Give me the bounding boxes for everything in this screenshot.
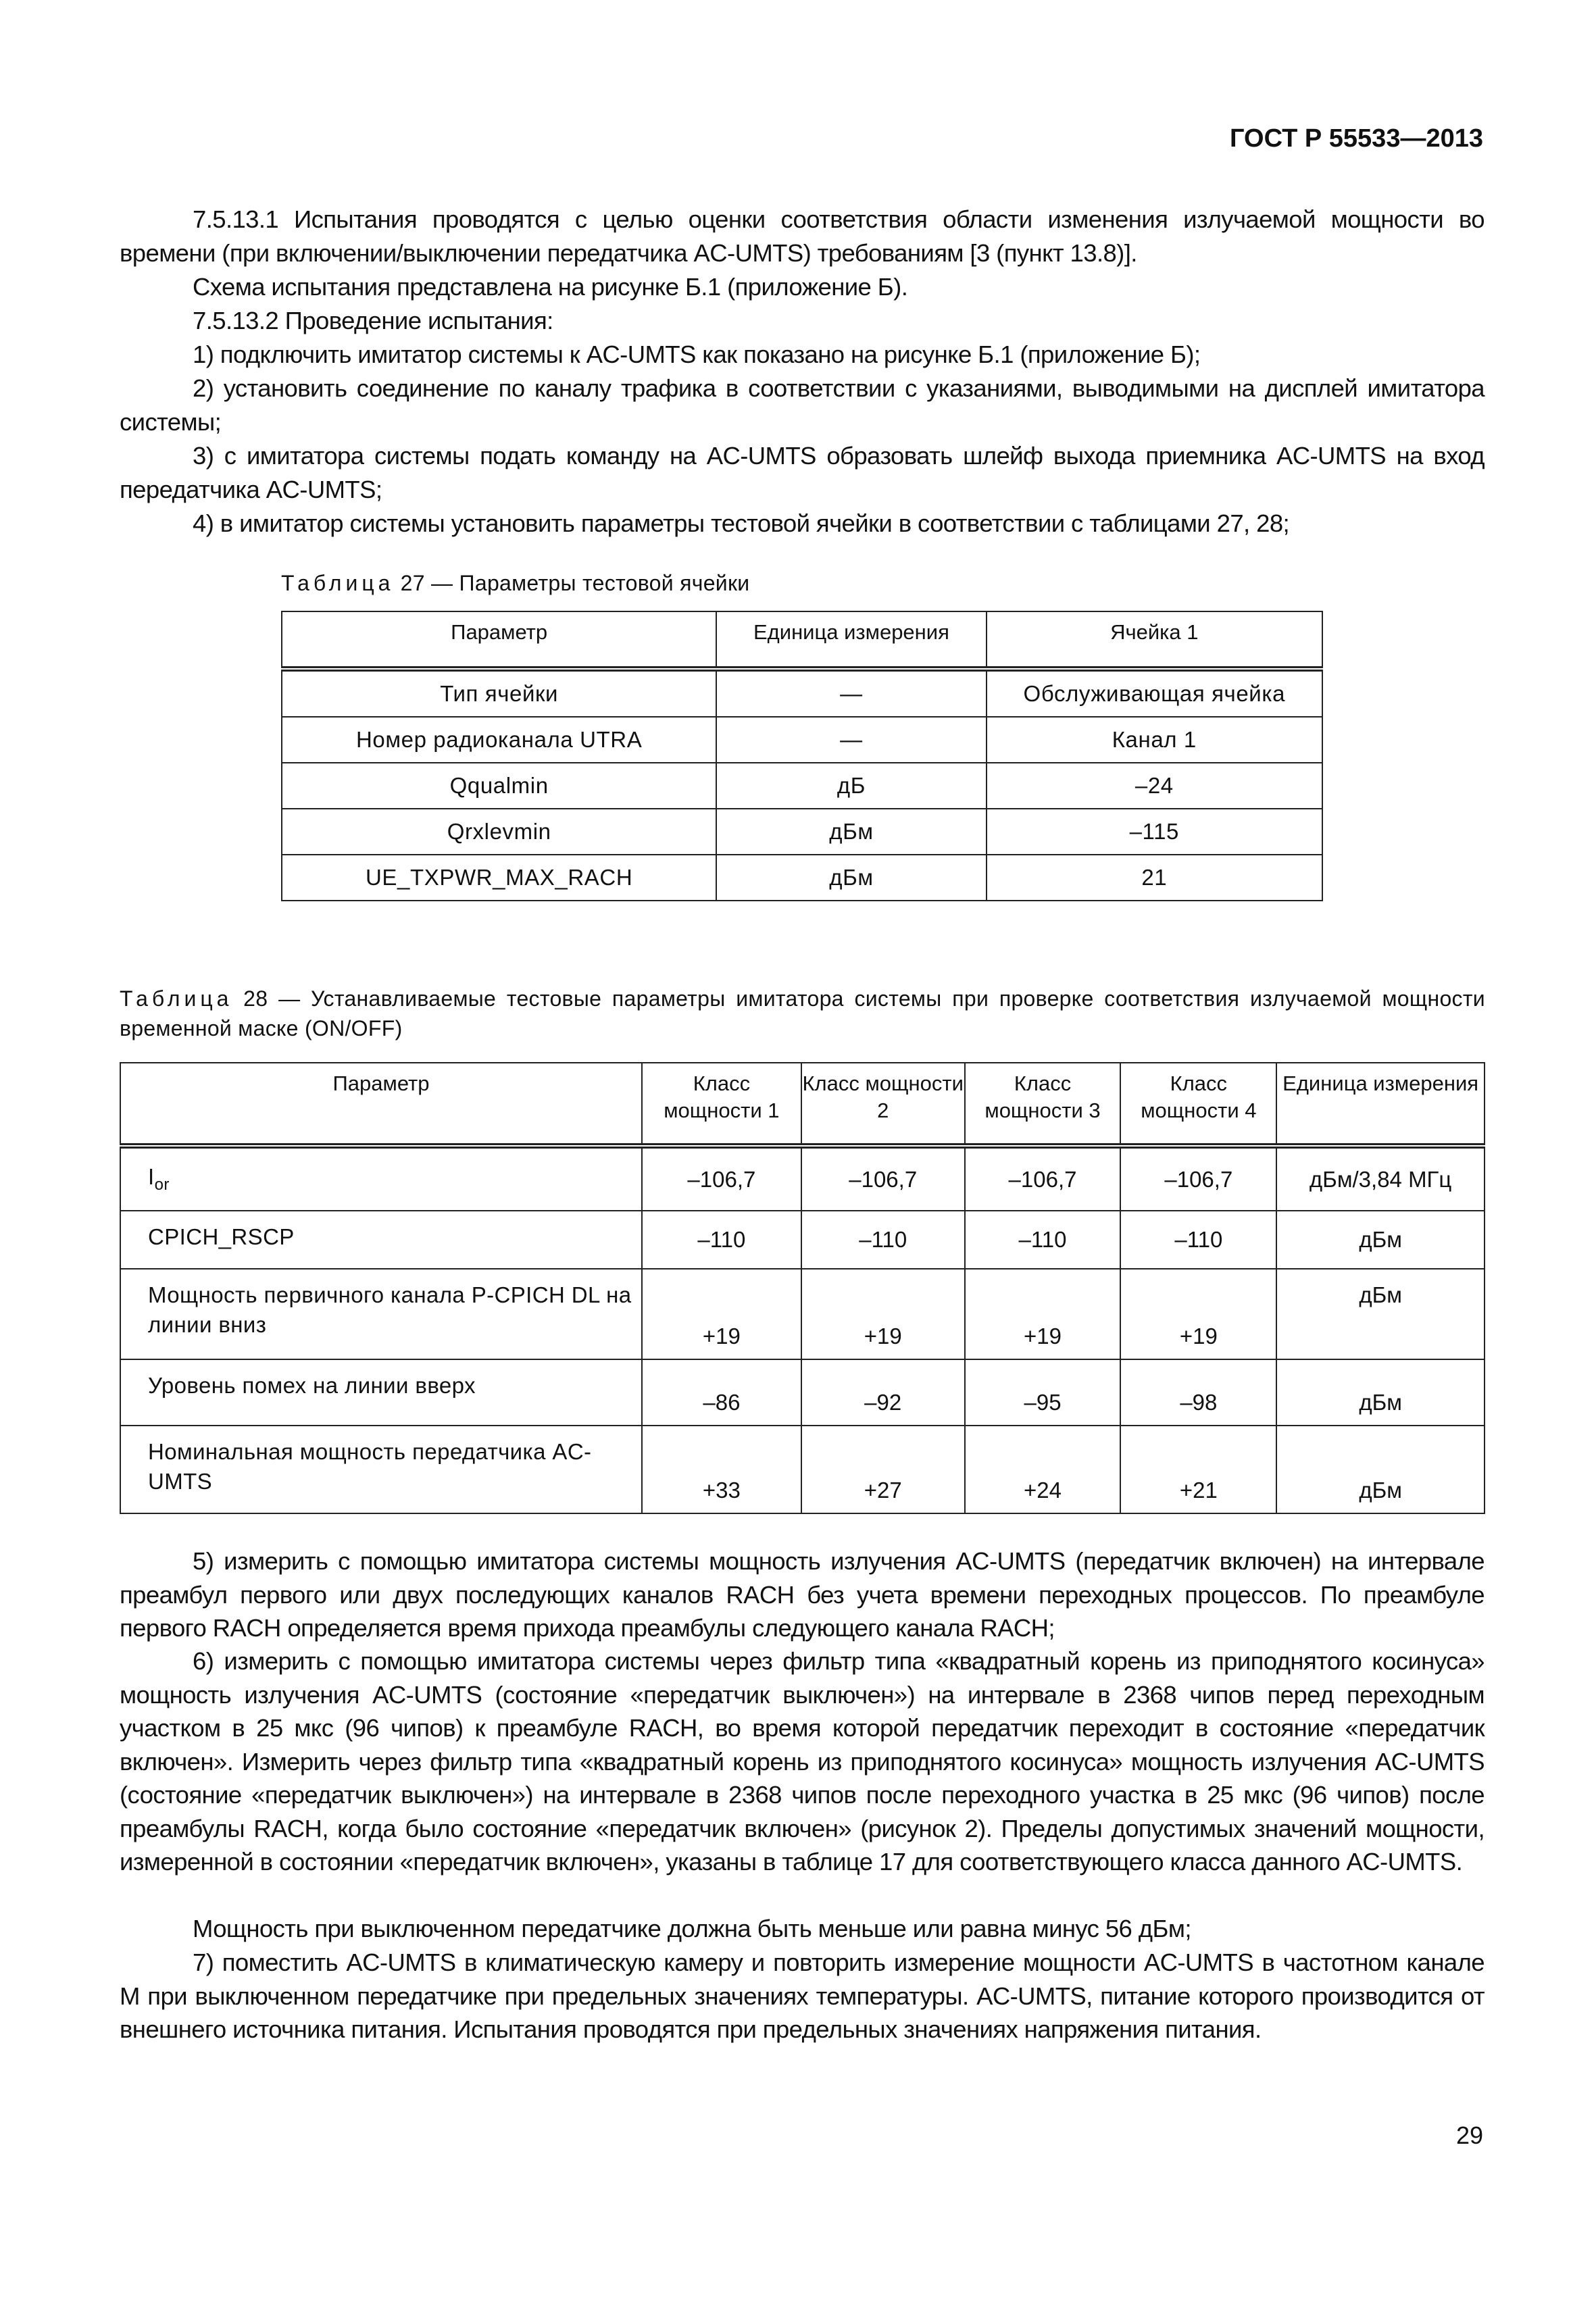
table-cell: –110: [965, 1211, 1121, 1269]
step-1: 1) подключить имитатор системы к AC-UMTS как показано на рисунке Б.1 (приложение Б);: [193, 341, 1201, 368]
page-number: 29: [1455, 2121, 1483, 2149]
table-cell: Канал 1: [987, 717, 1322, 763]
table-cell: дБм: [1276, 1359, 1485, 1426]
table-cell: –95: [965, 1359, 1121, 1426]
table-row: [120, 1211, 1485, 1269]
ior-symbol: I: [148, 1164, 155, 1189]
step-2: 2) установить соединение по каналу трафика в соответствии с указаниями, выводимыми на дисплей имитатора системы;: [120, 374, 1485, 436]
table-row: [282, 855, 1322, 901]
table-cell: –86: [642, 1359, 801, 1426]
table-cell: Тип ячейки: [282, 669, 716, 717]
table-cell: +24: [965, 1426, 1121, 1513]
table-row: [120, 1146, 1485, 1211]
table-cell: Qrxlevmin: [282, 809, 716, 855]
step-4: 4) в имитатор системы установить параметры тестовой ячейки в соответствии с таблицами 27, 28;: [193, 509, 1290, 537]
table-cell: дБ: [716, 763, 986, 809]
table28-header-param: Параметр: [120, 1063, 642, 1146]
table27-caption-word: Таблица: [281, 571, 395, 595]
table-cell: –110: [801, 1211, 965, 1269]
table-cell-param: Номинальная мощность передатчика AC-UMTS: [120, 1426, 642, 1513]
table-row: [120, 1269, 1485, 1359]
paragraph-7-5-13-1: 7.5.13.1 Испытания проводятся с целью оценки соответствия области изменения излучаемой мощности во времени (при включении/выключении передатчика AC-UMTS) требованиям [3 (пункт 13.8)].: [120, 205, 1485, 267]
paragraph-7-5-13-2: 7.5.13.2 Проведение испытания:: [193, 307, 553, 334]
table-cell: +19: [1120, 1269, 1276, 1359]
table-cell: дБм: [1276, 1269, 1485, 1359]
table-cell: –106,7: [642, 1146, 801, 1211]
table-cell: 21: [987, 855, 1322, 901]
step-7: 7) поместить AC-UMTS в климатическую камеру и повторить измерение мощности AC-UMTS в частотном канале M при выключенном передатчике при предельных значениях температуры. AC-UMTS, питание которого производится от внешнего источника питания. Испытания проводятся при предельных значениях напряжения питания.: [120, 1948, 1485, 2043]
table27-header-cell1: Ячейка 1: [987, 611, 1322, 669]
document-code: ГОСТ Р 55533—2013: [1230, 124, 1483, 153]
table-cell: дБм: [1276, 1426, 1485, 1513]
table28-header-unit: Единица измерения: [1276, 1063, 1485, 1146]
table-cell: +19: [642, 1269, 801, 1359]
table27-caption-text: 27 — Параметры тестовой ячейки: [400, 571, 750, 595]
table-row: [282, 669, 1322, 717]
table-cell: –106,7: [1120, 1146, 1276, 1211]
table-cell: +21: [1120, 1426, 1276, 1513]
table-cell: дБм/3,84 МГц: [1276, 1146, 1485, 1211]
table28-header-class2: Класс мощности 2: [801, 1063, 965, 1146]
paragraph-off-power: Мощность при выключенном передатчике должна быть меньше или равна минус 56 дБм;: [193, 1915, 1191, 1942]
table27-header-unit: Единица измерения: [716, 611, 986, 669]
table-cell: Номер радиоканала UTRA: [282, 717, 716, 763]
table28-header-class4: Класс мощности 4: [1120, 1063, 1276, 1146]
table-cell: дБм: [716, 809, 986, 855]
table-cell: –24: [987, 763, 1322, 809]
ior-subscript: or: [154, 1176, 170, 1194]
table-cell: —: [716, 717, 986, 763]
table28-header-class1: Класс мощности 1: [642, 1063, 801, 1146]
table-cell: дБм: [1276, 1211, 1485, 1269]
table-row: [120, 1426, 1485, 1513]
table-cell: дБм: [716, 855, 986, 901]
table-cell-param: Мощность первичного канала P-CPICH DL на линии вниз: [120, 1269, 642, 1359]
table-row: [282, 717, 1322, 763]
table27-caption: [281, 570, 749, 596]
table-row: [120, 1359, 1485, 1426]
table-cell-param: Уровень помех на линии вверх: [120, 1359, 642, 1426]
step-3: 3) с имитатора системы подать команду на AC-UMTS образовать шлейф выхода приемника AC-UMTS на вход передатчика AC-UMTS;: [120, 442, 1485, 503]
table28-header-class3: Класс мощности 3: [965, 1063, 1121, 1146]
table-row: [282, 809, 1322, 855]
table-cell: +19: [965, 1269, 1121, 1359]
table-cell: Qqualmin: [282, 763, 716, 809]
table-cell: –106,7: [965, 1146, 1121, 1211]
table-cell: –98: [1120, 1359, 1276, 1426]
table-cell: —: [716, 669, 986, 717]
step-5: 5) измерить с помощью имитатора системы мощность излучения AC-UMTS (передатчик включен) на интервале преамбул первого или двух последующих каналов RACH без учета времени переходных процессов. По преамбуле первого RACH определяется время прихода преамбулы следующего канала RACH;: [120, 1547, 1485, 1642]
table-row: [282, 763, 1322, 809]
table-cell: +27: [801, 1426, 965, 1513]
table27-header-param: Параметр: [282, 611, 716, 669]
table-cell: +19: [801, 1269, 965, 1359]
table28-caption-text: 28 — Устанавливаемые тестовые параметры имитатора системы при проверке соответствия излучаемой мощности временной маске (ON/OFF): [120, 986, 1485, 1040]
table27-header-row: [282, 611, 1322, 669]
table-27: [281, 611, 1323, 901]
step-6: 6) измерить с помощью имитатора системы через фильтр типа «квадратный корень из приподнятого косинуса» мощность излучения AC-UMTS (состояние «передатчик выключен») на интервале в 2368 чипов перед переходным участком в 25 мкс (96 чипов) к преамбуле RACH, во время которой передатчик переходит в состояние «передатчик включен». Измерить через фильтр типа «квадратный корень из приподнятого косинуса» мощность излучения AC-UMTS (состояние «передатчик выключен») на интервале в 2368 чипов после переходного участка в 25 мкс (96 чипов) после преамбулы RACH, когда было состояние «передатчик включен» (рисунок 2). Пределы допустимых значений мощности, измеренной в состоянии «передатчик включен», указаны в таблице 17 для соответствующего класса данного AC-UMTS.: [120, 1647, 1485, 1876]
table28-header-row: [120, 1063, 1485, 1146]
table-cell: +33: [642, 1426, 801, 1513]
table-cell: UE_TXPWR_MAX_RACH: [282, 855, 716, 901]
table-cell: –110: [642, 1211, 801, 1269]
table-28: [120, 1062, 1485, 1514]
paragraph-scheme: Схема испытания представлена на рисунке Б.1 (приложение Б).: [193, 273, 908, 301]
table-cell-param: CPICH_RSCP: [120, 1211, 642, 1269]
table-cell: –92: [801, 1359, 965, 1426]
table-cell: –110: [1120, 1211, 1276, 1269]
table-cell: –115: [987, 809, 1322, 855]
table-cell-param: [120, 1146, 642, 1211]
table-cell: –106,7: [801, 1146, 965, 1211]
table-cell: Обслуживающая ячейка: [987, 669, 1322, 717]
table28-caption-word: Таблица: [120, 986, 233, 1011]
table28-caption: [120, 984, 1485, 1043]
